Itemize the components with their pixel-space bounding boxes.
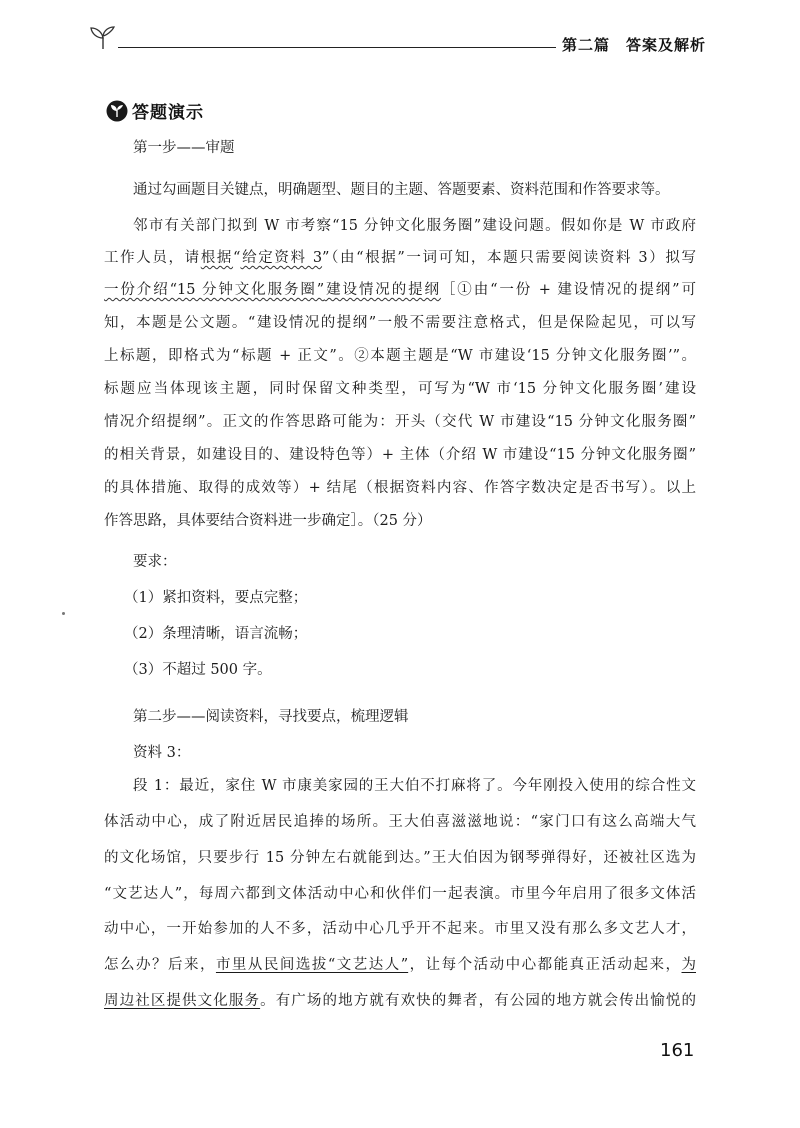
underline-select-talent: 市里从民间选拔“文艺达人” [215,957,409,973]
scan-speck [62,612,65,615]
underline-cultural-service: 周边社区提供文化服务 [104,993,261,1009]
question-line-3: 一份介绍“15 分钟文化服务圈”建设情况的提纲［①由“一份 + 建设情况的提纲”可 [104,282,696,298]
requirement-1: （1）紧扣资料，要点完整； [124,590,308,606]
material-line-1: 段 1：最近，家住 W 市康美家园的王大伯不打麻将了。今年刚投入使用的综合性文 [133,778,696,794]
step2-title: 第二步——阅读资料，寻找要点，梳理逻辑 [133,709,409,725]
keyword-gen-ju: 根据 [200,250,234,266]
keyword-material-3: 给定资料 3 [240,250,323,266]
section-heading [106,98,204,123]
material-line-5: 动中心，一开始参加的人不多，活动中心几乎开不起来。市里又没有那么多文艺人才， [104,921,696,937]
requirement-3: （3）不超过 500 字。 [124,662,272,678]
header-rule [118,47,556,48]
page-number: 161 [660,1040,695,1061]
question-line-1: 邻市有关部门拟到 W 市考察“15 分钟文化服务圈”建设问题。假如你是 W 市政府 [133,218,696,234]
question-line-2: 工作人员，请根据“给定资料 3”（由“根据”一词可知，本题只需要阅读资料 3）拟写 [104,250,697,266]
question-line-9: 的具体措施、取得的成效等）+ 结尾（根据资料内容、作答字数决定是否书写）。以上 [104,480,696,496]
step1-intro: 通过勾画题目关键点，明确题型、题目的主题、答题要素、资料范围和作答要求等。 [133,182,670,198]
question-line-8: 的相关背景，如建设目的、建设特色等）+ 主体（介绍 W 市建设“15 分钟文化服务圈” [104,447,696,463]
question-line-7: 情况介绍提纲”。正文的作答思路可能为：开头（交代 W 市建设“15 分钟文化服务圈” [104,414,696,430]
leaf-badge-icon [106,100,128,122]
question-line-5: 上标题，即格式为“标题 + 正文”。②本题主题是“W 市建设‘15 分钟文化服务圈’”。 [104,348,696,364]
running-header: 第二篇 答案及解析 [562,36,707,54]
material-line-3: 的文化场馆，只要步行 15 分钟左右就能到达。”王大伯因为钢琴弹得好，还被社区选为 [104,850,696,866]
section-title: 答题演示 [132,103,204,123]
requirement-2: （2）条理清晰，语言流畅； [124,626,308,642]
material-line-7: 周边社区提供文化服务。有广场的地方就有欢快的舞者，有公园的地方就会传出愉悦的 [104,993,697,1009]
question-line-10: 作答思路，具体要结合资料进一步确定］。（25 分） [104,513,432,529]
question-line-4: 知，本题是公文题。“建设情况的提纲”一般不需要注意格式，但是保险起见，可以写 [104,315,696,331]
material-line-4: “文艺达人”，每周六都到文体活动中心和伙伴们一起表演。市里今年启用了很多文体活 [104,886,696,902]
material-line-6: 怎么办？后来，市里从民间选拔“文艺达人”，让每个活动中心都能真正活动起来，为 [104,957,696,973]
sprout-icon [86,26,120,50]
material-label: 资料 3： [133,745,191,761]
requirements-title: 要求： [133,554,177,570]
keyword-outline: 建设情况的提纲 [324,282,441,298]
question-line-6: 标题应当体现该主题，同时保留文种类型，可写为“W 市‘15 分钟文化服务圈’建设 [104,381,696,397]
keyword-one-introduction: 一份介绍“15 分钟文化服务圈” [104,282,325,298]
step1-title: 第一步——审题 [133,140,235,156]
material-line-2: 体活动中心，成了附近居民追捧的场所。王大伯喜滋滋地说：“家门口有这么高端大气 [104,814,696,830]
